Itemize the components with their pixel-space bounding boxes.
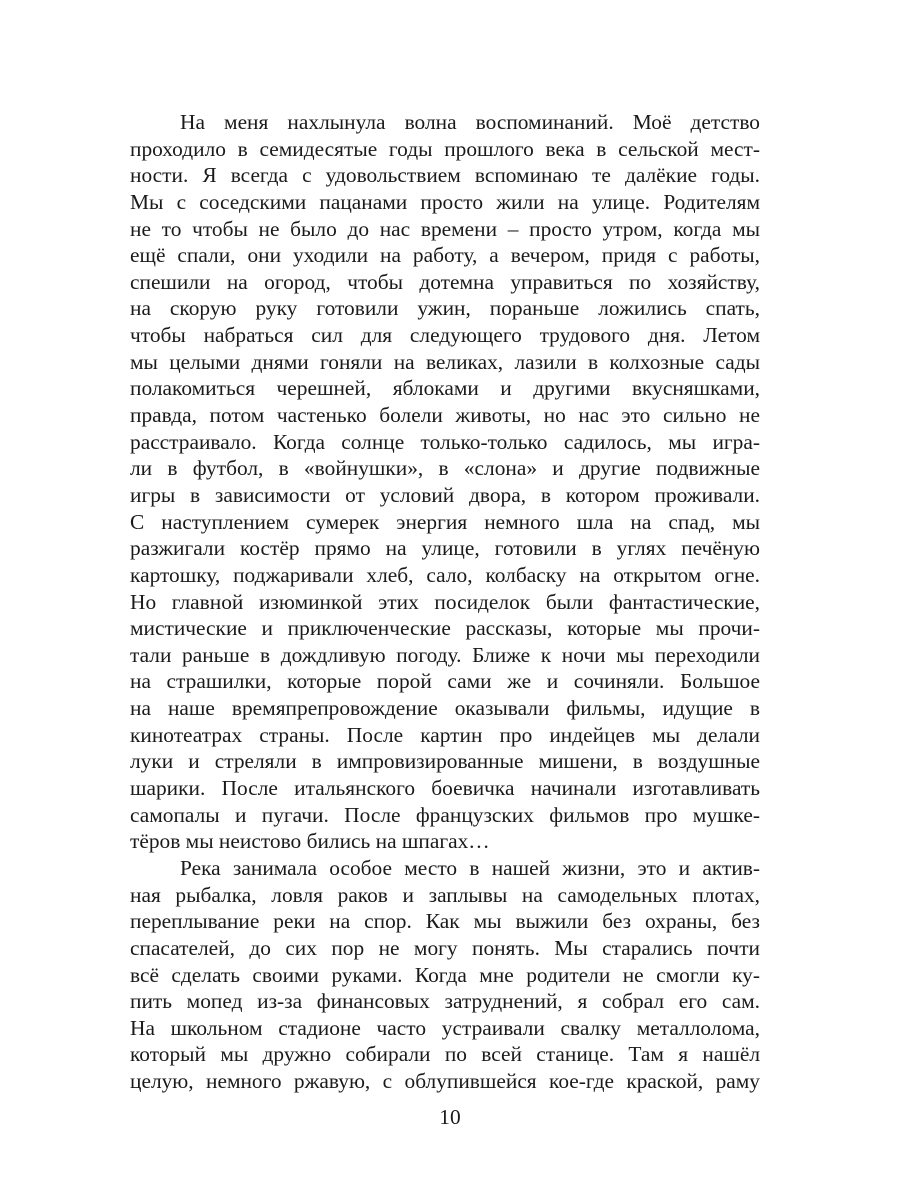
text-line: ещё спали, они уходили на работу, а вечером, придя с работы, (130, 243, 760, 268)
text-line: спешили на огород, чтобы дотемна управиться по хозяйству, (130, 269, 760, 294)
text-line: на страшилки, которые порой сами же и сочиняли. Большое (130, 669, 760, 694)
text-line: Мы с соседскими пацанами просто жили на улице. Родителям (130, 189, 760, 214)
text-line: пить мопед из-за финансовых затруднений, я собрал его сам. (130, 989, 760, 1014)
text-line: ности. Я всегда с удовольствием вспоминаю те далёкие годы. (130, 163, 760, 188)
text-line: на наше времяпрепровождение оказывали фильмы, идущие в (130, 696, 760, 721)
text-line: спасателей, до сих пор не могу понять. Мы старались почти (130, 935, 760, 960)
text-line: на скорую руку готовили ужин, пораньше ложились спать, (130, 296, 760, 321)
text-line: На школьном стадионе часто устраивали свалку металлолома, (130, 1015, 760, 1040)
text-line: ли в футбол, в «войнушки», в «слона» и другие подвижные (130, 456, 760, 481)
text-line: мистические и приключенческие рассказы, которые мы прочи- (130, 616, 760, 641)
page-number: 10 (439, 1105, 461, 1129)
text-line: всё сделать своими руками. Когда мне родители не смогли ку- (130, 962, 760, 987)
text-line: правда, потом частенько болели животы, но нас это сильно не (130, 403, 760, 428)
text-line: мы целыми днями гоняли на великах, лазили в колхозные сады (130, 349, 760, 374)
text-line: луки и стреляли в импровизированные мишени, в воздушные (130, 749, 760, 774)
text-line: Но главной изюминкой этих посиделок были фантастические, (130, 589, 760, 614)
text-line: целую, немного ржавую, с облупившейся кое-где краской, раму (130, 1069, 760, 1094)
page-body (130, 109, 760, 1095)
text-line: шарики. После итальянского боевичка начинали изготавливать (130, 776, 760, 801)
text-line: разжигали костёр прямо на улице, готовили в углях печёную (130, 536, 760, 561)
text-line: игры в зависимости от условий двора, в котором проживали. (130, 482, 760, 507)
text-line: не то чтобы не было до нас времени – просто утром, когда мы (130, 216, 760, 241)
text-line: самопалы и пугачи. После французских фильмов про мушке- (130, 802, 760, 827)
text-line: кинотеатрах страны. После картин про индейцев мы делали (130, 722, 760, 747)
text-line: полакомиться черешней, яблоками и другими вкусняшками, (130, 376, 760, 401)
text-line: ная рыбалка, ловля раков и заплывы на самодельных плотах, (130, 882, 760, 907)
text-line: Река занимала особое место в нашей жизни, это и актив- (180, 855, 760, 880)
text-line: С наступлением сумерек энергия немного шла на спад, мы (130, 509, 760, 534)
text-line: картошку, поджаривали хлеб, сало, колбаску на открытом огне. (130, 562, 760, 587)
text-line: проходило в семидесятые годы прошлого века в сельской мест- (130, 136, 760, 161)
text-line: переплывание реки на спор. Как мы выжили без охраны, без (130, 909, 760, 934)
paragraph-1 (130, 109, 760, 855)
text-line: тёров мы неистово бились на шпагах… (130, 829, 490, 854)
paragraph-2 (130, 855, 760, 1095)
text-line: тали раньше в дождливую погоду. Ближе к ночи мы переходили (130, 642, 760, 667)
text-line: расстраивало. Когда солнце только-только садилось, мы игра- (130, 429, 760, 454)
text-line: На меня нахлынула волна воспоминаний. Моё детство (180, 110, 760, 134)
text-line: который мы дружно собирали по всей станице. Там я нашёл (130, 1042, 760, 1067)
text-line: чтобы набраться сил для следующего трудового дня. Летом (130, 323, 760, 348)
